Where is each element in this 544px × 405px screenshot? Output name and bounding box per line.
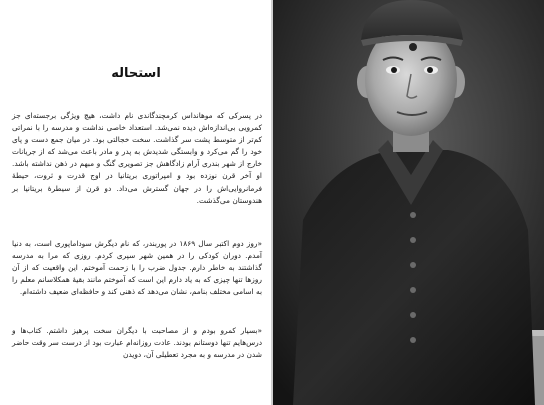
paragraph-2: «روز دوم اکتبر سال ۱۸۶۹ در پوربندر، که نام دیگرش سوداماپوری است، به دنیا آمدم. دوران کودکی را در همین شهر سپری کردم. روزی که مرا به مدرسه گذاشتند به خاطر دارم. جدول ضرب را با زحمت آموختم. این واقعیت که از آن روزها تنها چیزی که به یاد دارم این است که آموختم مانند بقیهٔ همکلاسانم معلم را به اسامی مختلف بنامم، نشان می‌دهد که ذهنی کند و حافظه‌ای ضعیف داشته‌ام. (12, 239, 262, 297)
paragraph-1: در پسرکی که موهانداس کرمچندگاندی نام داشت، هیچ ویژگی برجسته‌ای جز کمرویی بی‌اندازه‌اش دیده نمی‌شد. استعداد خاصی نداشت و مدرسه را با نمراتی کم‌تر از متوسط پشت سر گذاشت. سخت خجالتی بود. در میان جمع دست و پای خود را گم می‌کرد و وابستگی شدیدش به پدر و مادر باعث می‌شد که از جریانات خارج از شهر بندری آرام زادگاهش جز تصویری گنگ و مبهم در ذهن نداشته باشد. او آخر قرن نوزده بود و امپراتوری بریتانیا در اوج قدرت و ثروت، حیطهٔ فرمانروایی‌اش را در جهان گسترش می‌داد. دو قرن از سیطرهٔ بریتانیا بر هندوستان می‌گذشت. (12, 111, 262, 205)
paragraph-3: «بسیار کمرو بودم و از مصاحبت با دیگران سخت پرهیز داشتم. کتاب‌ها و درس‌هایم تنها دوستانم بودند. عادت روزانه‌ام عبارت بود از درست سر وقت حاضر شدن در مدرسه و به مجرد تعطیلی آن، دویدن (12, 326, 262, 360)
portrait-photo (273, 0, 544, 405)
photo-page (273, 0, 544, 405)
chapter-title: استحاله (111, 66, 161, 81)
